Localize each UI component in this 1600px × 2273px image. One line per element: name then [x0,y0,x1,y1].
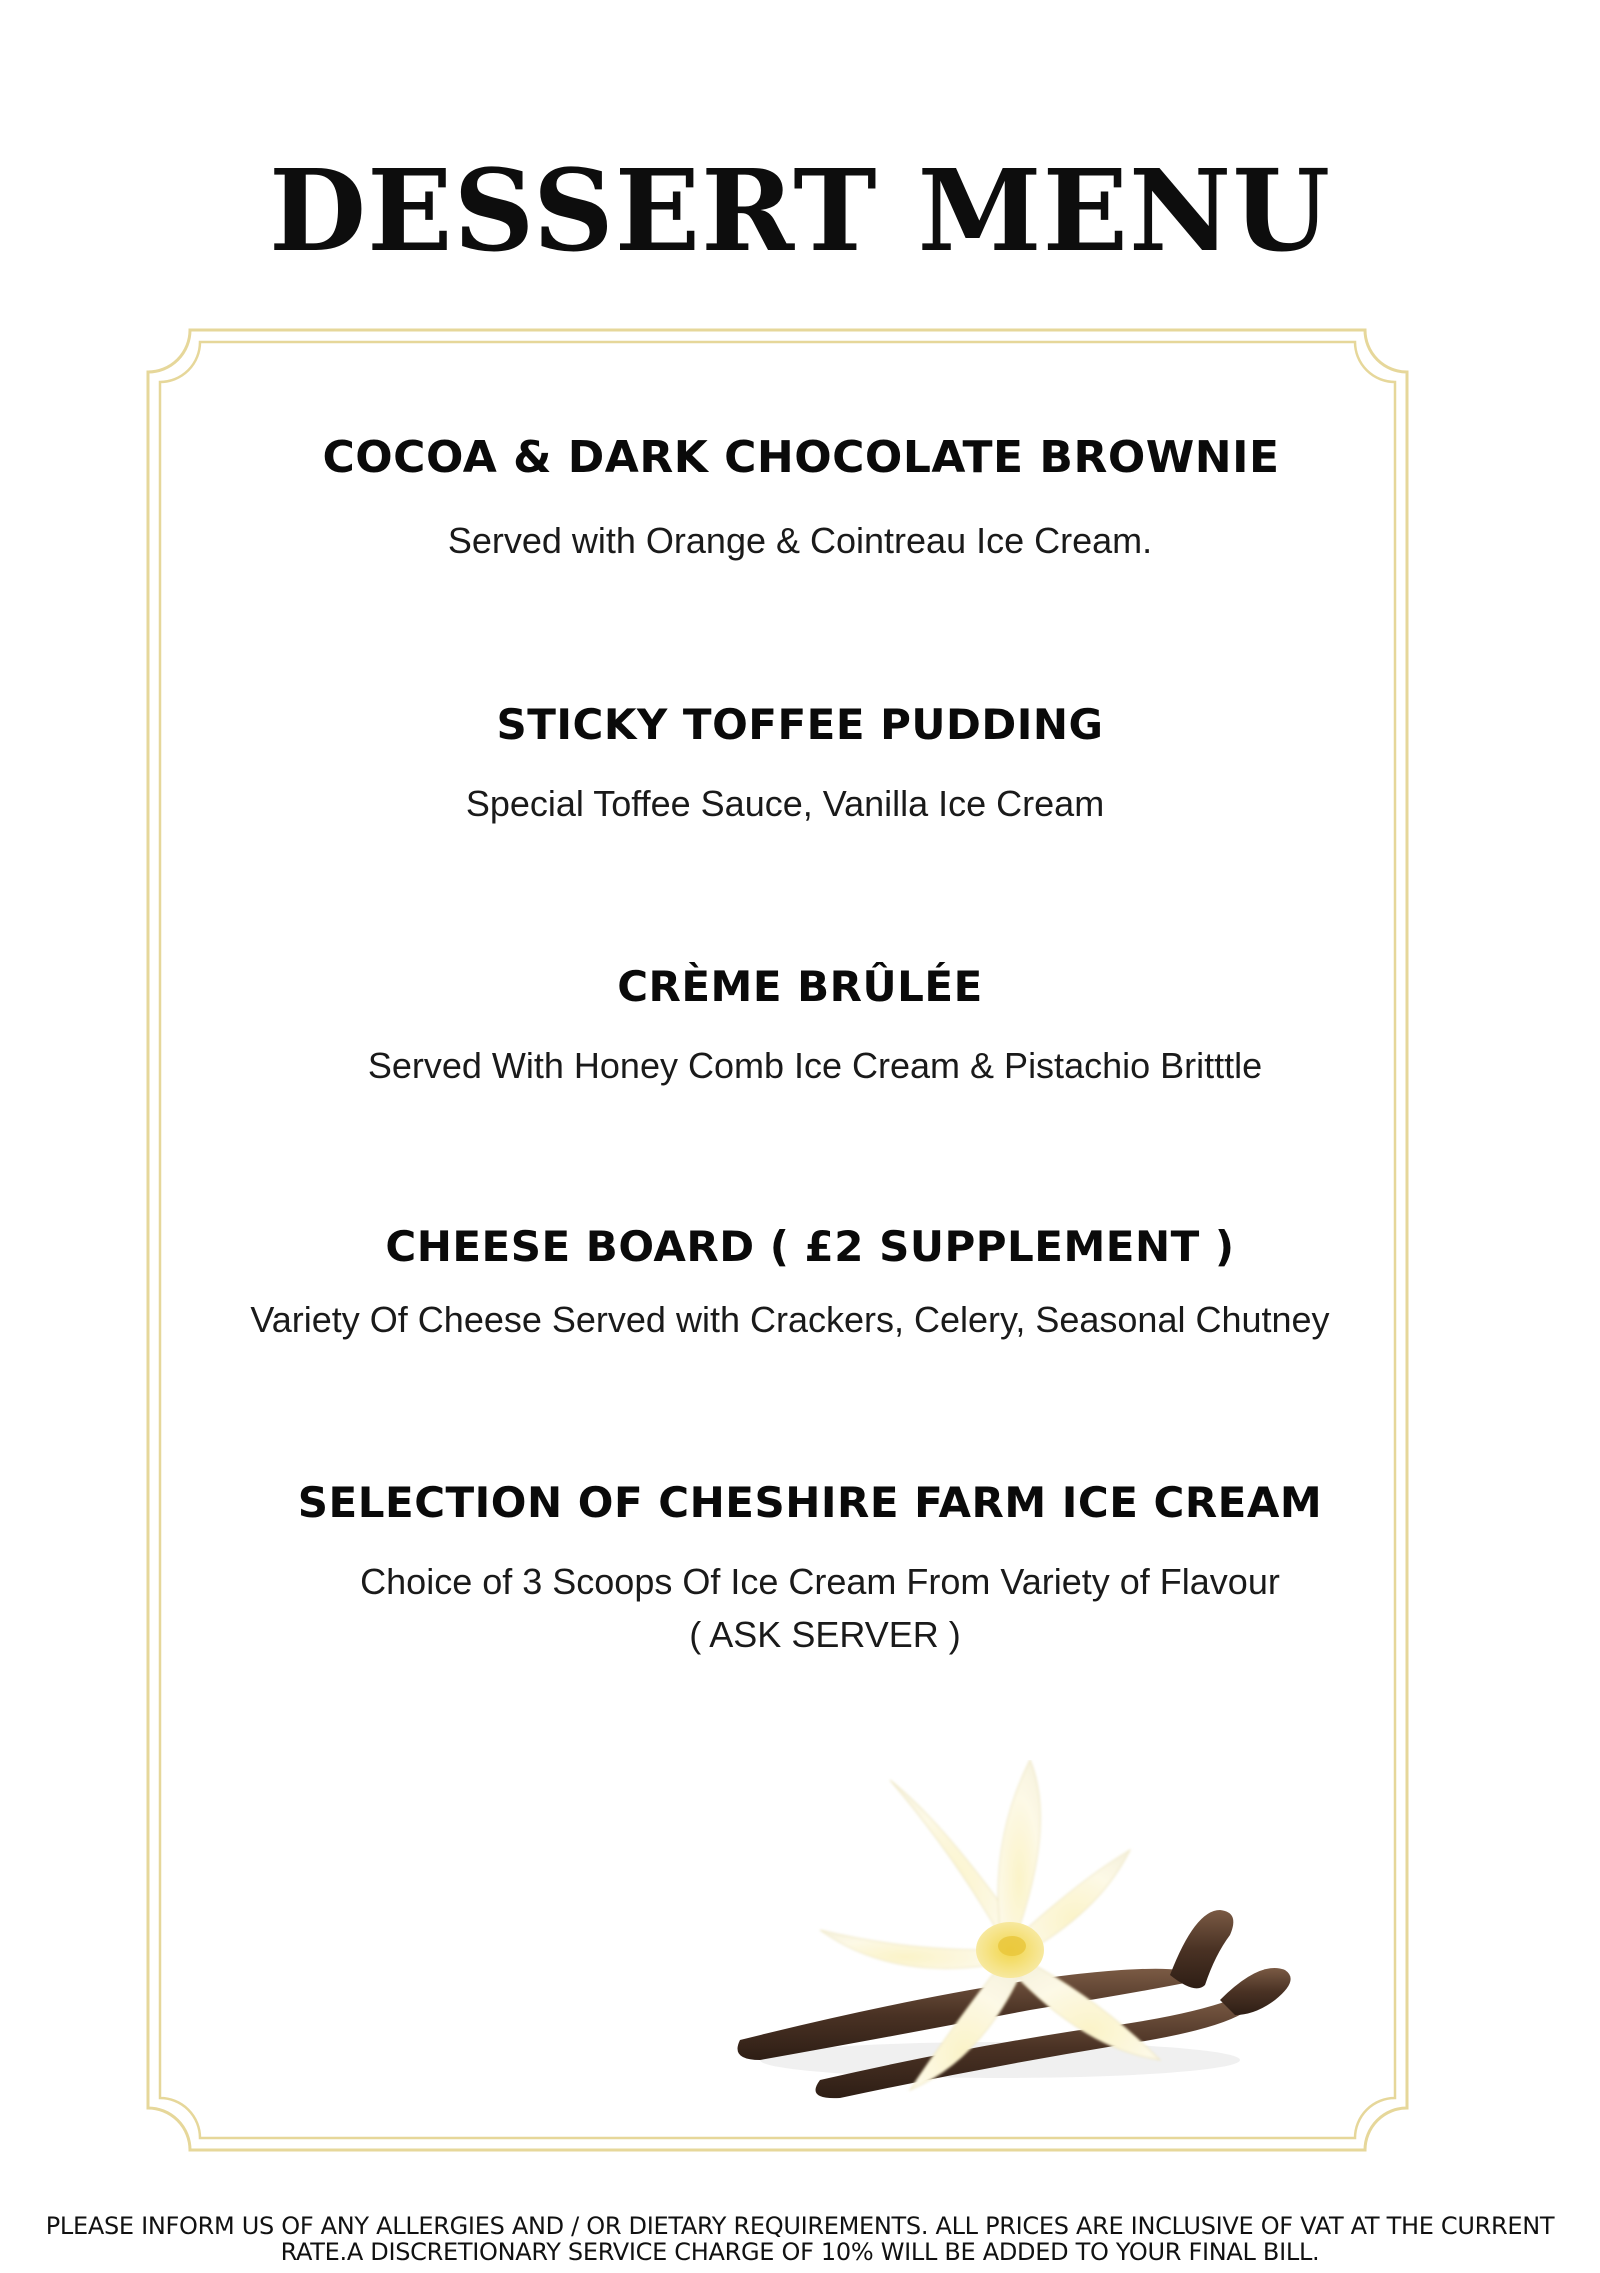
footer-line-1: PLEASE INFORM US OF ANY ALLERGIES AND / OR DIETARY REQUIREMENTS. ALL PRICES ARE INCLUSIVE OF VAT AT THE CURRENT [45,2212,1555,2240]
item-name: STICKY TOFFEE PUDDING [496,700,1104,749]
page-title: DESSERT MENU [269,146,1331,277]
item-note: ( ASK SERVER ) [689,1613,961,1655]
item-description: Served With Honey Comb Ice Cream & Pistachio Britttle [367,1045,1263,1087]
item-description: Variety Of Cheese Served with Crackers, Celery, Seasonal Chutney [250,1299,1330,1341]
item-name: COCOA & DARK CHOCOLATE BROWNIE [322,432,1280,483]
vanilla-flower-icon [700,1760,1340,2120]
item-name: CHEESE BOARD ( £2 SUPPLEMENT ) [385,1222,1235,1271]
menu-item [0,962,1600,1093]
footer-notice [20,2213,1580,2266]
item-name: CRÈME BRÛLÉE [617,962,983,1011]
item-name: SELECTION OF CHESHIRE FARM ICE CREAM [297,1478,1323,1527]
menu-item [0,432,1600,567]
menu-item [0,1478,1600,1661]
item-description: Served with Orange & Cointreau Ice Cream. [447,519,1153,561]
item-description: Special Toffee Sauce, Vanilla Ice Cream [465,783,1105,825]
footer-line-2: RATE.A DISCRETIONARY SERVICE CHARGE OF 10% WILL BE ADDED TO YOUR FINAL BILL. [280,2238,1320,2267]
menu-item [0,700,1600,831]
item-description: Choice of 3 Scoops Of Ice Cream From Variety of Flavour [360,1561,1280,1603]
menu-item [0,1222,1600,1347]
